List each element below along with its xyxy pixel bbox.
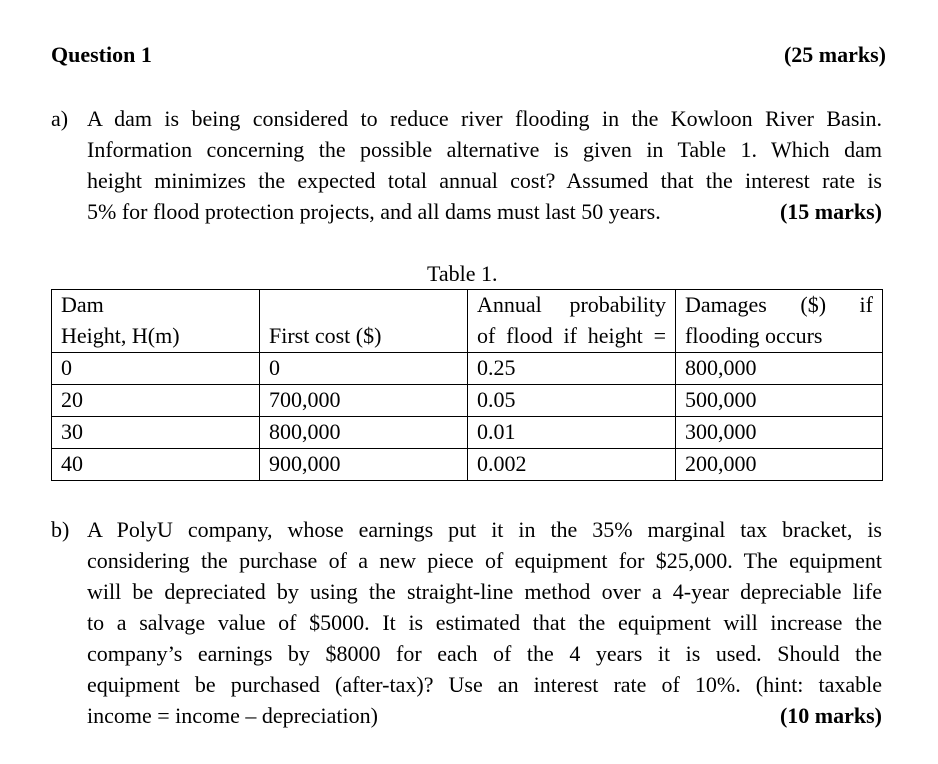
table-cell: 0.25 xyxy=(468,353,676,385)
header-line: flooding occurs xyxy=(685,323,823,348)
part-b-line: income = income – depreciation) xyxy=(87,703,378,728)
part-b-line: to a salvage value of $5000. It is estimated that the equipment will increase the xyxy=(87,610,882,635)
header-line: First cost ($) xyxy=(269,323,382,348)
part-b-line: A PolyU company, whose earnings put it in the 35% marginal tax bracket, is xyxy=(87,517,882,542)
part-b-paragraph xyxy=(87,514,882,731)
question-title: Question 1 xyxy=(51,42,152,67)
part-a-line: Information concerning the possible alternative is given in Table 1. Which dam xyxy=(87,137,882,162)
header-line: Dam xyxy=(61,292,104,317)
header-dam-height xyxy=(52,290,260,353)
part-b-label: b) xyxy=(51,517,70,542)
part-a-marks: (15 marks) xyxy=(779,199,882,224)
header-line: of flood if height = xyxy=(477,323,666,348)
table-cell: 900,000 xyxy=(260,449,468,481)
table-cell: 0.01 xyxy=(468,417,676,449)
part-a-last-line xyxy=(87,196,882,227)
part-b-line: considering the purchase of a new piece of equipment for $25,000. The equipment xyxy=(87,548,882,573)
part-b-last-line xyxy=(87,700,882,731)
table-row xyxy=(52,449,883,481)
table-cell: 0 xyxy=(52,353,260,385)
header-annual-probability xyxy=(468,290,676,353)
table-cell: 200,000 xyxy=(676,449,883,481)
header-damages xyxy=(676,290,883,353)
part-a-line: A dam is being considered to reduce river flooding in the Kowloon River Basin. xyxy=(87,106,882,131)
part-a-label: a) xyxy=(51,106,69,131)
table-cell: 20 xyxy=(52,385,260,417)
part-b-marks: (10 marks) xyxy=(779,703,882,728)
header-line: Annual probability xyxy=(477,292,666,317)
table-header-row xyxy=(52,290,883,353)
part-a-line: 5% for flood protection projects, and all dams must last 50 years. xyxy=(87,199,661,224)
part-a-line: height minimizes the expected total annual cost? Assumed that the interest rate is xyxy=(87,168,882,193)
header-line: Height, H(m) xyxy=(61,323,180,348)
table-cell: 300,000 xyxy=(676,417,883,449)
table-caption: Table 1. xyxy=(427,261,498,286)
table-row xyxy=(52,417,883,449)
dam-data-table xyxy=(51,289,883,481)
table-row xyxy=(52,353,883,385)
part-b-line: company’s earnings by $8000 for each of the 4 years it is used. Should the xyxy=(87,641,882,666)
table-cell: 40 xyxy=(52,449,260,481)
header-first-cost xyxy=(260,290,468,353)
part-a-paragraph xyxy=(87,103,882,227)
table-cell: 0.002 xyxy=(468,449,676,481)
table-cell: 800,000 xyxy=(676,353,883,385)
header-line xyxy=(269,290,467,321)
part-b-line: equipment be purchased (after-tax)? Use an interest rate of 10%. (hint: taxable xyxy=(87,672,882,697)
table-row xyxy=(52,385,883,417)
question-total-marks: (25 marks) xyxy=(783,42,886,67)
table-cell: 500,000 xyxy=(676,385,883,417)
header-line: Damages ($) if xyxy=(685,292,873,317)
table-cell: 700,000 xyxy=(260,385,468,417)
table-cell: 0 xyxy=(260,353,468,385)
table-cell: 0.05 xyxy=(468,385,676,417)
table-cell: 800,000 xyxy=(260,417,468,449)
part-b-line: will be depreciated by using the straight-line method over a 4-year depreciable life xyxy=(87,579,882,604)
table-cell: 30 xyxy=(52,417,260,449)
